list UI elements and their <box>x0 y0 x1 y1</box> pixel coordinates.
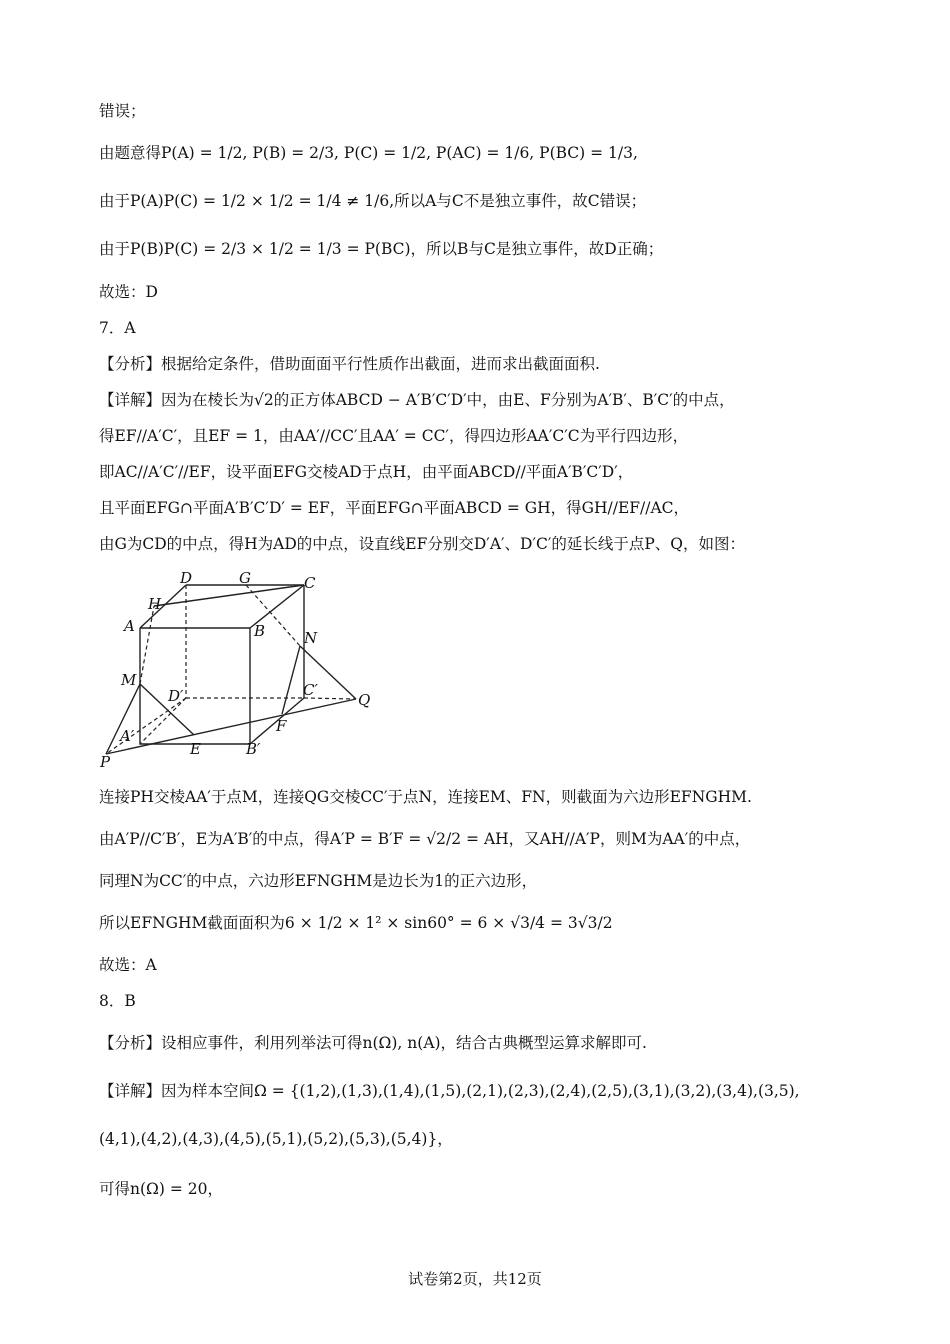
page-footer: 试卷第2页，共12页 <box>408 1270 542 1288</box>
label-M: M <box>121 671 137 689</box>
text-line: 即AC//A′C′//EF，设平面EFG交棱AD于点H，由平面ABCD//平面A′B′C′D′， <box>99 463 634 481</box>
label-F: F <box>276 717 287 735</box>
text-line: 得EF//A′C′，且EF = 1，由AA′//CC′且AA′ = CC′，得四边形AA′C′C为平行四边形， <box>99 427 689 445</box>
label-B-prime: B′ <box>246 740 261 758</box>
text-line: 【详解】因为在棱长为√2的正方体ABCD − A′B′C′D′中，由E、F分别为A′B′、B′C′的中点， <box>99 391 735 409</box>
text-line: 由于P(B)P(C) = 2/3 × 1/2 = 1/3 = P(BC)，所以B与C是独立事件，故D正确； <box>99 240 664 258</box>
text-line: 由于P(A)P(C) = 1/2 × 1/2 = 1/4 ≠ 1/6,所以A与C不是独立事件，故C错误； <box>99 192 647 210</box>
text-line: 由G为CD的中点，得H为AD的中点，设直线EF分别交D′A′、D′C′的延长线于点P、Q，如图： <box>99 535 745 553</box>
text-line: 同理N为CC′的中点，六边形EFNGHM是边长为1的正六边形， <box>99 872 538 890</box>
label-G: G <box>239 569 251 587</box>
label-D: D <box>180 569 193 587</box>
label-H: H <box>148 595 162 613</box>
cube-section-figure <box>96 568 386 774</box>
text-line: 连接PH交棱AA′于点M，连接QG交棱CC′于点N，连接EM、FN，则截面为六边形EFNGHM. <box>99 788 752 806</box>
text-line: 由题意得P(A) = 1/2, P(B) = 2/3, P(C) = 1/2, P(AC) = 1/6, P(BC) = 1/3, <box>99 144 638 162</box>
label-N: N <box>304 629 318 647</box>
label-A: A <box>124 617 135 635</box>
text-line: 【详解】因为样本空间Ω = {(1,2),(1,3),(1,4),(1,5),(2,1),(2,3),(2,4),(2,5),(3,1),(3,2),(3,4),(3,5), <box>99 1082 800 1100</box>
text-line: 可得n(Ω) = 20， <box>99 1180 223 1198</box>
text-line: 故选：D <box>99 283 158 301</box>
label-E: E <box>190 740 201 758</box>
label-B: B <box>254 622 266 640</box>
label-Q: Q <box>358 691 371 709</box>
question-number: 7．A <box>99 319 136 337</box>
text-line: (4,1),(4,2),(4,3),(4,5),(5,1),(5,2),(5,3),(5,4)}， <box>99 1130 453 1148</box>
label-A-prime: A′ <box>120 727 135 745</box>
label-C-prime: C′ <box>303 681 318 699</box>
text-line: 且平面EFG∩平面A′B′C′D′ = EF，平面EFG∩平面ABCD = GH，得GH//EF//AC， <box>99 499 690 517</box>
text-line: 【分析】设相应事件，利用列举法可得n(Ω), n(A)，结合古典概型运算求解即可. <box>99 1034 647 1052</box>
text-line: 故选：A <box>99 956 157 974</box>
label-P: P <box>100 753 111 771</box>
question-number: 8．B <box>99 992 136 1010</box>
label-C: C <box>304 574 316 592</box>
text-line: 【分析】根据给定条件，借助面面平行性质作出截面，进而求出截面面积. <box>99 355 600 373</box>
text-line: 错误； <box>99 102 146 120</box>
label-D-prime: D′ <box>168 687 184 705</box>
text-line: 所以EFNGHM截面面积为6 × 1/2 × 1² × sin60° = 6 × √3/4 = 3√3/2 <box>99 914 613 932</box>
text-line: 由A′P//C′B′，E为A′B′的中点，得A′P = B′F = √2/2 = AH，又AH//A′P，则M为AA′的中点， <box>99 830 751 848</box>
